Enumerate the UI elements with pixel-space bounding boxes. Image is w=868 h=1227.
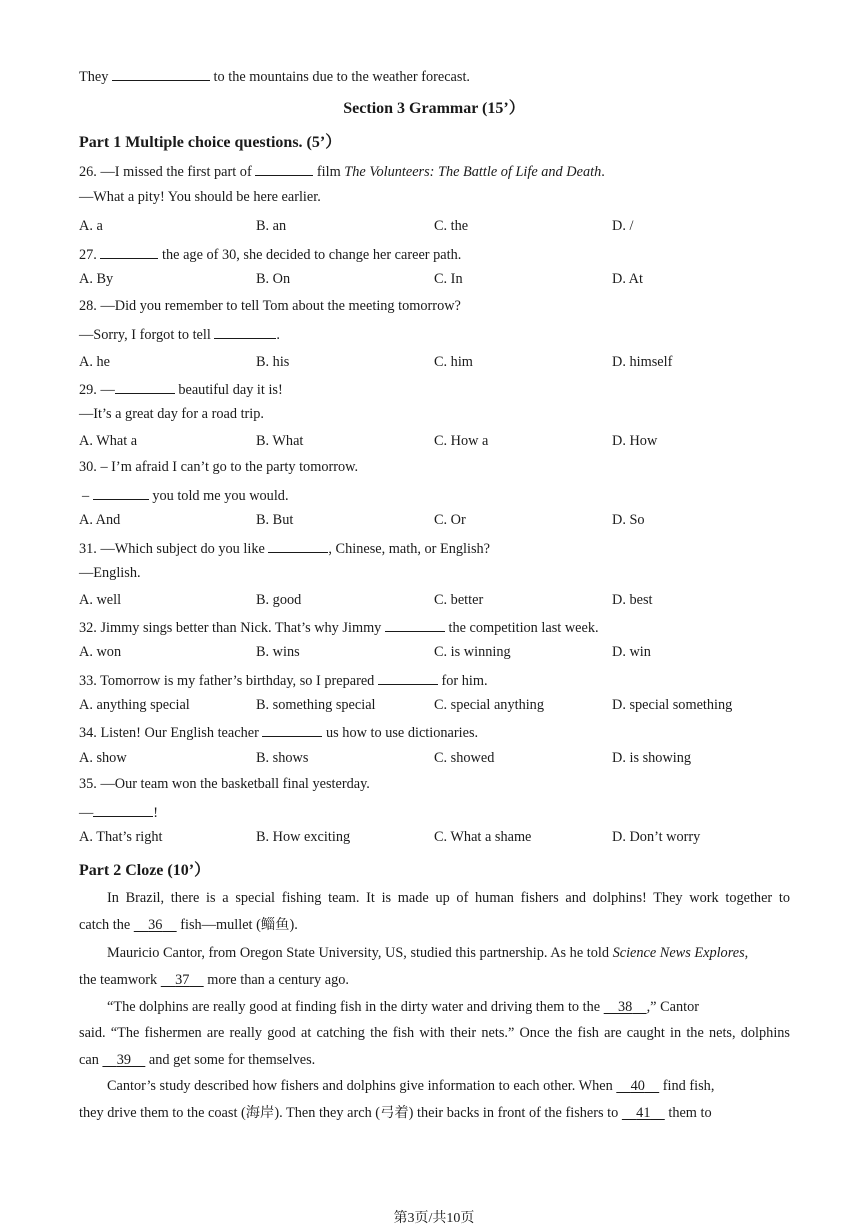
option-c[interactable]: C. Or (434, 512, 466, 528)
blank-number: 40 (630, 1078, 645, 1094)
option-a[interactable]: A. That’s right (79, 829, 163, 845)
option-a[interactable]: A. he (79, 354, 110, 370)
option-a[interactable]: A. show (79, 750, 127, 766)
option-a[interactable]: A. And (79, 512, 121, 528)
question-text: film (316, 164, 341, 180)
question-27 (79, 244, 461, 264)
cloze-blank-38[interactable] (604, 999, 647, 1015)
cloze-blank-37[interactable] (161, 972, 204, 988)
publication-title: Science News Explores (612, 945, 745, 961)
option-b[interactable]: B. something special (256, 697, 376, 713)
cloze-blank-41[interactable] (622, 1105, 665, 1121)
question-text: beautiful day it is! (178, 382, 283, 398)
option-d[interactable]: D. win (612, 644, 651, 660)
cloze-text: they drive them to the coast (海岸). Then they arch (弓着) their backs in front of the fishers to (79, 1105, 619, 1121)
cloze-text: ,” Cantor (646, 999, 699, 1015)
sentence-text: to the mountains due to the weather forecast. (213, 69, 471, 85)
answer-blank (93, 485, 149, 500)
question-text: 34. Listen! Our English teacher (79, 725, 259, 741)
sentence-text: They (79, 69, 109, 85)
cloze-text: the teamwork (79, 972, 158, 988)
question-text: 26. —I missed the first part of (79, 164, 252, 180)
cloze-text: catch the (79, 917, 131, 933)
question-28: 28. —Did you remember to tell Tom about the meeting tomorrow? (79, 298, 461, 314)
question-29-options (79, 432, 839, 450)
option-c[interactable]: C. How a (434, 433, 489, 449)
question-text: the age of 30, she decided to change her career path. (162, 247, 462, 263)
cloze-blank-40[interactable] (616, 1078, 659, 1094)
page-number: 第3页/共10页 (393, 1211, 475, 1226)
question-text: us how to use dictionaries. (326, 725, 479, 741)
option-b[interactable]: B. shows (256, 750, 309, 766)
cloze-blank-39[interactable] (102, 1052, 145, 1068)
question-text: the competition last week. (448, 620, 599, 636)
film-title: The Volunteers: The Battle of Life and Death (344, 164, 602, 180)
blank-number: 36 (148, 917, 163, 933)
answer-blank (115, 379, 175, 394)
cloze-text: can (79, 1052, 99, 1068)
option-b[interactable]: B. What (256, 433, 304, 449)
question-text: —Sorry, I forgot to tell (79, 327, 211, 343)
option-c[interactable]: C. him (434, 354, 473, 370)
question-text: 33. Tomorrow is my father’s birthday, so I prepared (79, 673, 375, 689)
answer-blank (378, 670, 438, 685)
option-c[interactable]: C. In (434, 271, 463, 287)
question-26-options (79, 217, 839, 235)
option-b[interactable]: B. wins (256, 644, 300, 660)
question-35: 35. —Our team won the basketball final yesterday. (79, 776, 370, 792)
question-28-options (79, 353, 839, 371)
question-text: 27. (79, 247, 97, 263)
answer-blank (93, 802, 153, 817)
option-b[interactable]: B. his (256, 354, 290, 370)
question-33-options (79, 696, 839, 714)
cloze-text: them to (668, 1105, 712, 1121)
question-text: 29. — (79, 382, 115, 398)
cloze-line (107, 1077, 714, 1095)
cloze-text: Cantor’s study described how fishers and dolphins give information to each other. When (107, 1078, 613, 1094)
cloze-line (79, 971, 349, 989)
cloze-text: and get some for themselves. (148, 1052, 316, 1068)
option-d[interactable]: D. So (612, 512, 645, 528)
top-sentence (79, 66, 470, 86)
option-c[interactable]: C. What a shame (434, 829, 532, 845)
blank-number: 38 (618, 999, 633, 1015)
option-c[interactable]: C. showed (434, 750, 495, 766)
question-text: — (79, 805, 94, 821)
answer-blank (100, 244, 158, 259)
answer-blank (268, 538, 328, 553)
blank-number: 39 (116, 1052, 132, 1068)
answer-blank (385, 617, 445, 632)
cloze-line (107, 944, 748, 962)
question-text: 32. Jimmy sings better than Nick. That’s why Jimmy (79, 620, 382, 636)
question-text: ! (153, 805, 159, 821)
option-a[interactable]: A. well (79, 592, 122, 608)
blank-number: 37 (175, 972, 190, 988)
option-b[interactable]: B. an (256, 218, 287, 234)
question-text: for him. (441, 673, 488, 689)
cloze-text: Mauricio Cantor, from Oregon State University, US, studied this partnership. As he told (107, 945, 609, 961)
cloze-line: said. “The fishermen are really good at catching the fish with their nets.” Once the fish are caught in the nets, dolphins (79, 1025, 790, 1041)
option-c[interactable]: C. the (434, 218, 469, 234)
cloze-text: , (744, 945, 749, 961)
question-text: , Chinese, math, or English? (328, 541, 491, 557)
question-35-options (79, 828, 839, 846)
question-30-reply (82, 485, 289, 505)
option-c[interactable]: C. special anything (434, 697, 544, 713)
question-32-options (79, 643, 839, 661)
cloze-text: fish—mullet (鲻鱼). (180, 917, 298, 933)
answer-blank (255, 161, 313, 176)
option-d[interactable]: D. At (612, 271, 643, 287)
option-b[interactable]: B. good (256, 592, 302, 608)
question-31 (79, 538, 490, 558)
option-d[interactable]: D. himself (612, 354, 673, 370)
question-34 (79, 722, 478, 742)
cloze-line (79, 1051, 315, 1069)
question-34-options (79, 749, 839, 767)
cloze-text: “The dolphins are really good at finding fish in the dirty water and driving them to the (107, 999, 601, 1015)
option-b[interactable]: B. But (256, 512, 294, 528)
question-text: . (276, 327, 280, 343)
question-text: – (82, 488, 90, 504)
option-c[interactable]: C. is winning (434, 644, 511, 660)
option-b[interactable]: B. On (256, 271, 291, 287)
option-d[interactable]: D. How (612, 433, 658, 449)
question-text: 31. —Which subject do you like (79, 541, 265, 557)
option-d[interactable]: D. / (612, 218, 634, 234)
question-35-reply (79, 802, 158, 822)
cloze-blank-36[interactable] (134, 917, 177, 933)
question-29-reply: —It’s a great day for a road trip. (79, 406, 264, 422)
option-a[interactable]: A. anything special (79, 697, 190, 713)
cloze-line (79, 916, 298, 934)
cloze-line: In Brazil, there is a special fishing team. It is made up of human fishers and dolphins! They work together to (107, 890, 790, 906)
answer-blank (214, 324, 276, 339)
cloze-text: more than a century ago. (207, 972, 349, 988)
question-32 (79, 617, 599, 637)
option-d[interactable]: D. best (612, 592, 653, 608)
question-31-options (79, 591, 839, 609)
part1-title: Part 1 Multiple choice questions. (5’） (79, 134, 342, 151)
blank-number: 41 (636, 1105, 651, 1121)
answer-blank (262, 722, 322, 737)
option-a[interactable]: A. a (79, 218, 103, 234)
question-31-reply: —English. (79, 565, 141, 581)
cloze-text: find fish, (662, 1078, 715, 1094)
option-a[interactable]: A. By (79, 271, 114, 287)
question-29 (79, 379, 283, 399)
option-d[interactable]: D. is showing (612, 750, 692, 766)
option-c[interactable]: C. better (434, 592, 484, 608)
question-26-reply: —What a pity! You should be here earlier. (79, 189, 321, 205)
option-d[interactable]: D. Don’t worry (612, 829, 701, 845)
question-30-options (79, 511, 839, 529)
cloze-line (79, 1104, 712, 1122)
answer-blank (112, 66, 210, 81)
option-b[interactable]: B. How exciting (256, 829, 351, 845)
option-a[interactable]: A. won (79, 644, 122, 660)
option-a[interactable]: A. What a (79, 433, 138, 449)
question-text: you told me you would. (152, 488, 289, 504)
option-d[interactable]: D. special something (612, 697, 733, 713)
part2-title: Part 2 Cloze (10’） (79, 862, 211, 879)
cloze-line (107, 998, 699, 1016)
question-28-reply (79, 324, 280, 344)
section-title: Section 3 Grammar (15’） (343, 100, 525, 117)
question-27-options (79, 270, 839, 288)
question-33 (79, 670, 488, 690)
question-30: 30. – I’m afraid I can’t go to the party tomorrow. (79, 459, 359, 475)
question-text: . (601, 164, 605, 180)
question-26 (79, 161, 605, 181)
